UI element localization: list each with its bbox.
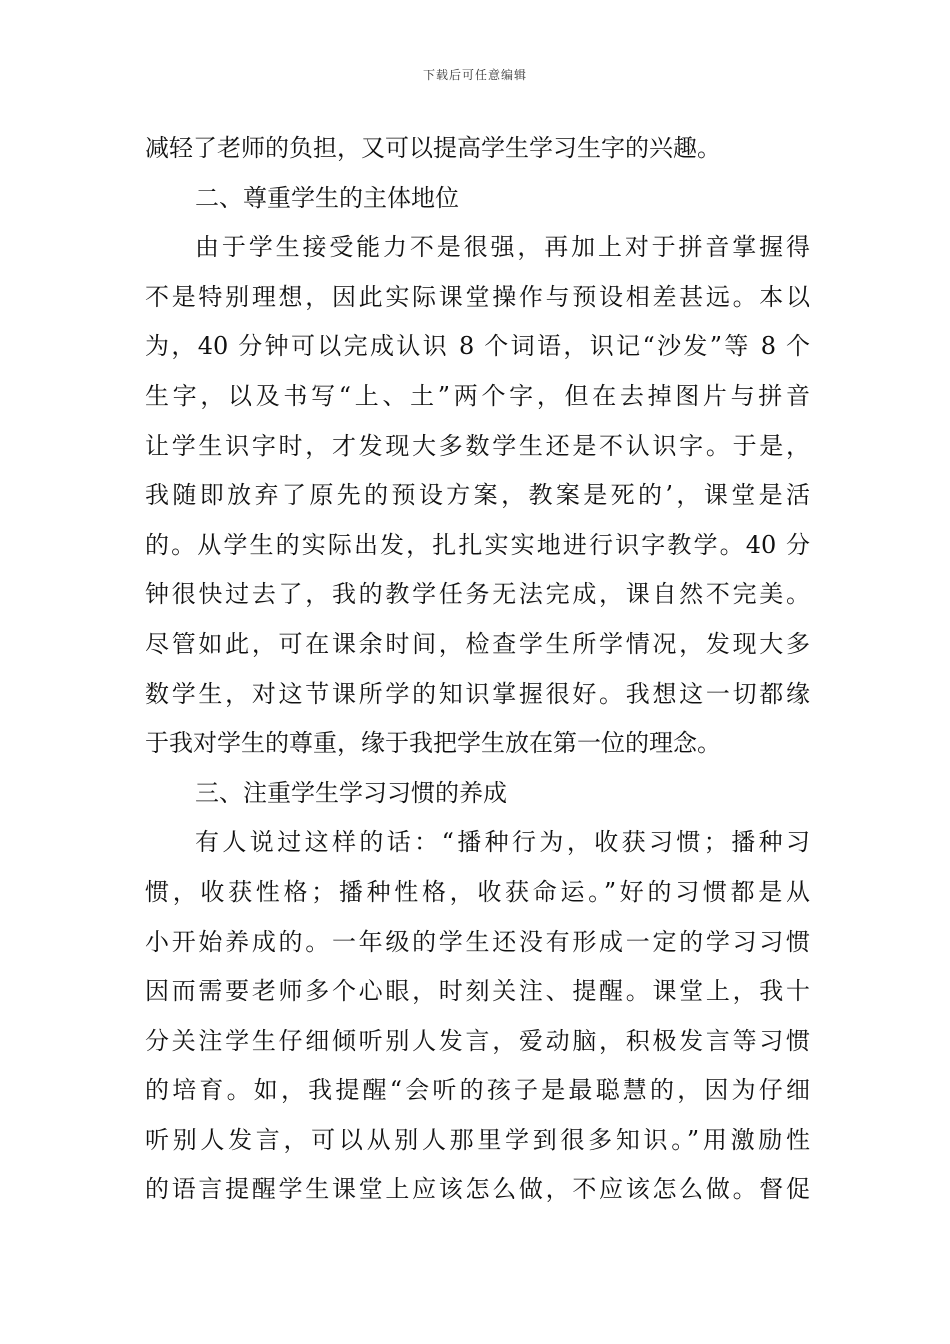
text-line: 因而需要老师多个心眼，时刻关注、提醒。课堂上，我十 [145,977,810,1006]
text-line: 减轻了老师的负担，又可以提高学生学习生字的兴趣。 [145,134,721,162]
text-line: 分关注学生仔细倾听别人发言，爱动脑，积极发言等习惯 [145,1026,810,1055]
text-line: 小开始养成的。一年级的学生还没有形成一定的学习习惯 [145,927,810,956]
text-line: 的培育。如，我提醒“会听的孩子是最聪慧的，因为仔细 [145,1076,810,1105]
text-line: 的语言提醒学生课堂上应该怎么做，不应该怎么做。督促 [145,1175,810,1204]
text-line: 有人说过这样的话：“播种行为，收获习惯；播种习 [195,828,810,857]
text-line: 我随即放弃了原先的预设方案，教案是死的’，课堂是活 [145,481,810,510]
text-line: 于我对学生的尊重，缘于我把学生放在第一位的理念。 [145,729,721,758]
text-line: 由于学生接受能力不是很强，再加上对于拼音掌握得 [195,233,810,262]
page-header: 下载后可任意编辑 [422,68,527,82]
section-heading: 三、注重学生学习习惯的养成 [195,778,507,807]
text-line: 为，40 分钟可以完成认识 8 个词语，识记“沙发”等 8 个 [145,332,810,361]
text-line: 让学生识字时，才发现大多数学生还是不认识字。于是， [145,431,810,460]
text-line: 不是特别理想，因此实际课堂操作与预设相差甚远。本以 [145,282,810,311]
document-body [145,128,810,1219]
text-line: 数学生，对这节课所学的知识掌握很好。我想这一切都缘 [145,679,810,708]
text-line: 的。从学生的实际出发，扎扎实实地进行识字教学。40 分 [145,530,810,559]
text-line: 尽管如此，可在课余时间，检查学生所学情况，发现大多 [145,629,810,658]
text-line: 惯，收获性格；播种性格，收获命运。”好的习惯都是从 [145,877,810,906]
text-line: 听别人发言，可以从别人那里学到很多知识。”用激励性 [145,1125,810,1154]
text-line: 生字，以及书写“上、土”两个字，但在去掉图片与拼音 [145,381,810,410]
text-line: 钟很快过去了，我的教学任务无法完成，课自然不完美。 [145,580,810,609]
section-heading: 二、尊重学生的主体地位 [195,183,459,212]
